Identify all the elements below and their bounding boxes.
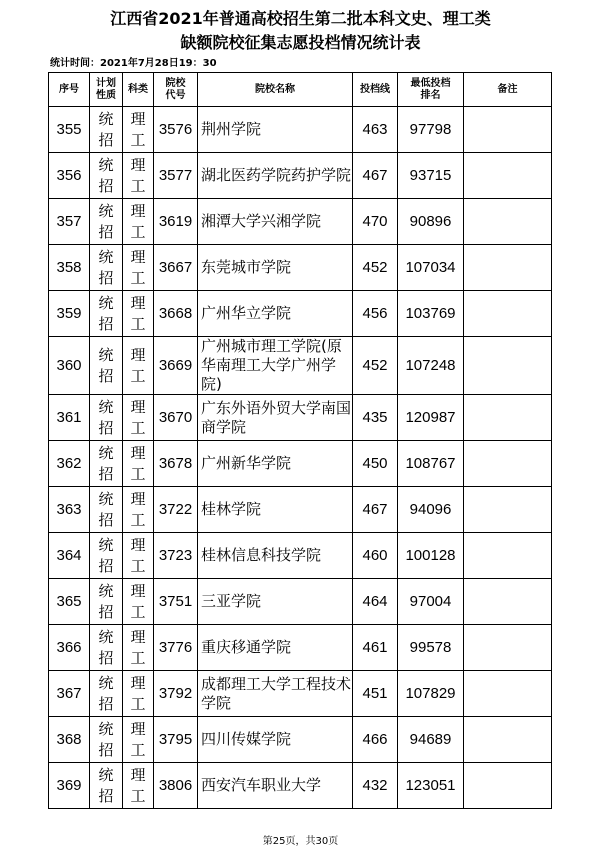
cell-min-rank: 90896 xyxy=(398,199,464,245)
cell-plan-type: 统招 xyxy=(90,717,123,763)
cell-admission-line: 435 xyxy=(353,395,398,441)
cell-school-code: 3722 xyxy=(154,487,198,533)
cell-school-code: 3806 xyxy=(154,763,198,809)
page-footer: 第25页，共30页 xyxy=(262,836,339,847)
cell-min-rank: 123051 xyxy=(398,763,464,809)
cell-category: 理工 xyxy=(123,717,154,763)
cell-admission-line: 463 xyxy=(353,107,398,153)
cell-min-rank: 107829 xyxy=(398,671,464,717)
cell-min-rank: 94689 xyxy=(398,717,464,763)
header-category: 科类 xyxy=(123,73,154,107)
admission-table xyxy=(48,72,552,809)
cell-min-rank: 97004 xyxy=(398,579,464,625)
cell-category: 理工 xyxy=(123,763,154,809)
cell-plan-type: 统招 xyxy=(90,245,123,291)
cell-category: 理工 xyxy=(123,625,154,671)
cell-plan-type: 统招 xyxy=(90,395,123,441)
cell-seq: 368 xyxy=(49,717,90,763)
header-admission-line: 投档线 xyxy=(353,73,398,107)
cell-note xyxy=(464,625,552,671)
cell-seq: 357 xyxy=(49,199,90,245)
cell-plan-type: 统招 xyxy=(90,487,123,533)
cell-plan-type: 统招 xyxy=(90,153,123,199)
cell-plan-type: 统招 xyxy=(90,671,123,717)
cell-note xyxy=(464,533,552,579)
table-row xyxy=(49,717,552,763)
cell-min-rank: 99578 xyxy=(398,625,464,671)
cell-admission-line: 451 xyxy=(353,671,398,717)
cell-admission-line: 467 xyxy=(353,487,398,533)
cell-note xyxy=(464,395,552,441)
cell-seq: 365 xyxy=(49,579,90,625)
cell-school-code: 3776 xyxy=(154,625,198,671)
cell-min-rank: 94096 xyxy=(398,487,464,533)
cell-admission-line: 464 xyxy=(353,579,398,625)
cell-note xyxy=(464,441,552,487)
cell-category: 理工 xyxy=(123,533,154,579)
cell-admission-line: 461 xyxy=(353,625,398,671)
cell-admission-line: 452 xyxy=(353,245,398,291)
cell-seq: 363 xyxy=(49,487,90,533)
cell-admission-line: 432 xyxy=(353,763,398,809)
cell-school-name: 西安汽车职业大学 xyxy=(198,763,353,809)
cell-school-name: 成都理工大学工程技术学院 xyxy=(198,671,353,717)
table-row xyxy=(49,441,552,487)
cell-min-rank: 100128 xyxy=(398,533,464,579)
cell-school-code: 3576 xyxy=(154,107,198,153)
cell-school-code: 3792 xyxy=(154,671,198,717)
cell-admission-line: 450 xyxy=(353,441,398,487)
table-row xyxy=(49,107,552,153)
cell-note xyxy=(464,337,552,395)
cell-school-name: 广州城市理工学院(原华南理工大学广州学院) xyxy=(198,337,353,395)
cell-seq: 356 xyxy=(49,153,90,199)
cell-plan-type: 统招 xyxy=(90,441,123,487)
cell-category: 理工 xyxy=(123,487,154,533)
table-row xyxy=(49,245,552,291)
cell-school-name: 广东外语外贸大学南国商学院 xyxy=(198,395,353,441)
cell-school-name: 重庆移通学院 xyxy=(198,625,353,671)
cell-plan-type: 统招 xyxy=(90,763,123,809)
cell-seq: 355 xyxy=(49,107,90,153)
table-row xyxy=(49,671,552,717)
cell-note xyxy=(464,671,552,717)
cell-school-name: 湖北医药学院药护学院 xyxy=(198,153,353,199)
cell-school-name: 荆州学院 xyxy=(198,107,353,153)
statistics-time: 统计时间：2021年7月28日19：30 xyxy=(50,58,217,69)
cell-note xyxy=(464,107,552,153)
cell-plan-type: 统招 xyxy=(90,337,123,395)
cell-school-code: 3678 xyxy=(154,441,198,487)
cell-school-code: 3751 xyxy=(154,579,198,625)
cell-note xyxy=(464,717,552,763)
cell-school-code: 3668 xyxy=(154,291,198,337)
table-header-row xyxy=(49,73,552,107)
cell-category: 理工 xyxy=(123,153,154,199)
cell-admission-line: 470 xyxy=(353,199,398,245)
header-seq: 序号 xyxy=(49,73,90,107)
cell-school-code: 3577 xyxy=(154,153,198,199)
table-row xyxy=(49,291,552,337)
cell-school-code: 3619 xyxy=(154,199,198,245)
cell-min-rank: 108767 xyxy=(398,441,464,487)
header-school-code: 院校代号 xyxy=(154,73,198,107)
table-row xyxy=(49,487,552,533)
cell-admission-line: 467 xyxy=(353,153,398,199)
header-note: 备注 xyxy=(464,73,552,107)
table-row xyxy=(49,199,552,245)
cell-seq: 361 xyxy=(49,395,90,441)
table-row xyxy=(49,533,552,579)
cell-category: 理工 xyxy=(123,395,154,441)
cell-school-code: 3795 xyxy=(154,717,198,763)
cell-school-code: 3669 xyxy=(154,337,198,395)
cell-category: 理工 xyxy=(123,245,154,291)
cell-plan-type: 统招 xyxy=(90,533,123,579)
cell-seq: 366 xyxy=(49,625,90,671)
cell-min-rank: 107034 xyxy=(398,245,464,291)
table-row xyxy=(49,579,552,625)
cell-note xyxy=(464,763,552,809)
cell-seq: 367 xyxy=(49,671,90,717)
cell-seq: 369 xyxy=(49,763,90,809)
cell-school-name: 桂林信息科技学院 xyxy=(198,533,353,579)
cell-school-name: 四川传媒学院 xyxy=(198,717,353,763)
document-title-line-1: 江西省2021年普通高校招生第二批本科文史、理工类 xyxy=(110,9,491,28)
cell-category: 理工 xyxy=(123,337,154,395)
cell-seq: 358 xyxy=(49,245,90,291)
cell-school-code: 3723 xyxy=(154,533,198,579)
table-body xyxy=(49,107,552,809)
header-plan-type: 计划性质 xyxy=(90,73,123,107)
cell-seq: 364 xyxy=(49,533,90,579)
cell-min-rank: 97798 xyxy=(398,107,464,153)
cell-min-rank: 93715 xyxy=(398,153,464,199)
table-row xyxy=(49,625,552,671)
cell-admission-line: 452 xyxy=(353,337,398,395)
cell-school-name: 三亚学院 xyxy=(198,579,353,625)
header-min-rank: 最低投档排名 xyxy=(398,73,464,107)
cell-note xyxy=(464,245,552,291)
cell-school-code: 3667 xyxy=(154,245,198,291)
cell-seq: 360 xyxy=(49,337,90,395)
cell-note xyxy=(464,579,552,625)
cell-plan-type: 统招 xyxy=(90,579,123,625)
cell-min-rank: 103769 xyxy=(398,291,464,337)
cell-note xyxy=(464,199,552,245)
cell-school-name: 湘潭大学兴湘学院 xyxy=(198,199,353,245)
table-row xyxy=(49,395,552,441)
cell-plan-type: 统招 xyxy=(90,107,123,153)
cell-school-name: 东莞城市学院 xyxy=(198,245,353,291)
cell-plan-type: 统招 xyxy=(90,625,123,671)
cell-school-name: 桂林学院 xyxy=(198,487,353,533)
cell-plan-type: 统招 xyxy=(90,291,123,337)
cell-category: 理工 xyxy=(123,291,154,337)
cell-school-name: 广州新华学院 xyxy=(198,441,353,487)
table-row xyxy=(49,153,552,199)
cell-min-rank: 120987 xyxy=(398,395,464,441)
cell-plan-type: 统招 xyxy=(90,199,123,245)
cell-seq: 362 xyxy=(49,441,90,487)
cell-category: 理工 xyxy=(123,441,154,487)
cell-seq: 359 xyxy=(49,291,90,337)
cell-category: 理工 xyxy=(123,579,154,625)
header-school-name: 院校名称 xyxy=(198,73,353,107)
cell-note xyxy=(464,487,552,533)
table-row xyxy=(49,763,552,809)
table-row xyxy=(49,337,552,395)
cell-admission-line: 466 xyxy=(353,717,398,763)
cell-admission-line: 460 xyxy=(353,533,398,579)
cell-category: 理工 xyxy=(123,671,154,717)
cell-note xyxy=(464,291,552,337)
cell-school-name: 广州华立学院 xyxy=(198,291,353,337)
cell-note xyxy=(464,153,552,199)
cell-category: 理工 xyxy=(123,107,154,153)
cell-admission-line: 456 xyxy=(353,291,398,337)
document-title-line-2: 缺额院校征集志愿投档情况统计表 xyxy=(180,33,421,52)
cell-min-rank: 107248 xyxy=(398,337,464,395)
cell-school-code: 3670 xyxy=(154,395,198,441)
cell-category: 理工 xyxy=(123,199,154,245)
